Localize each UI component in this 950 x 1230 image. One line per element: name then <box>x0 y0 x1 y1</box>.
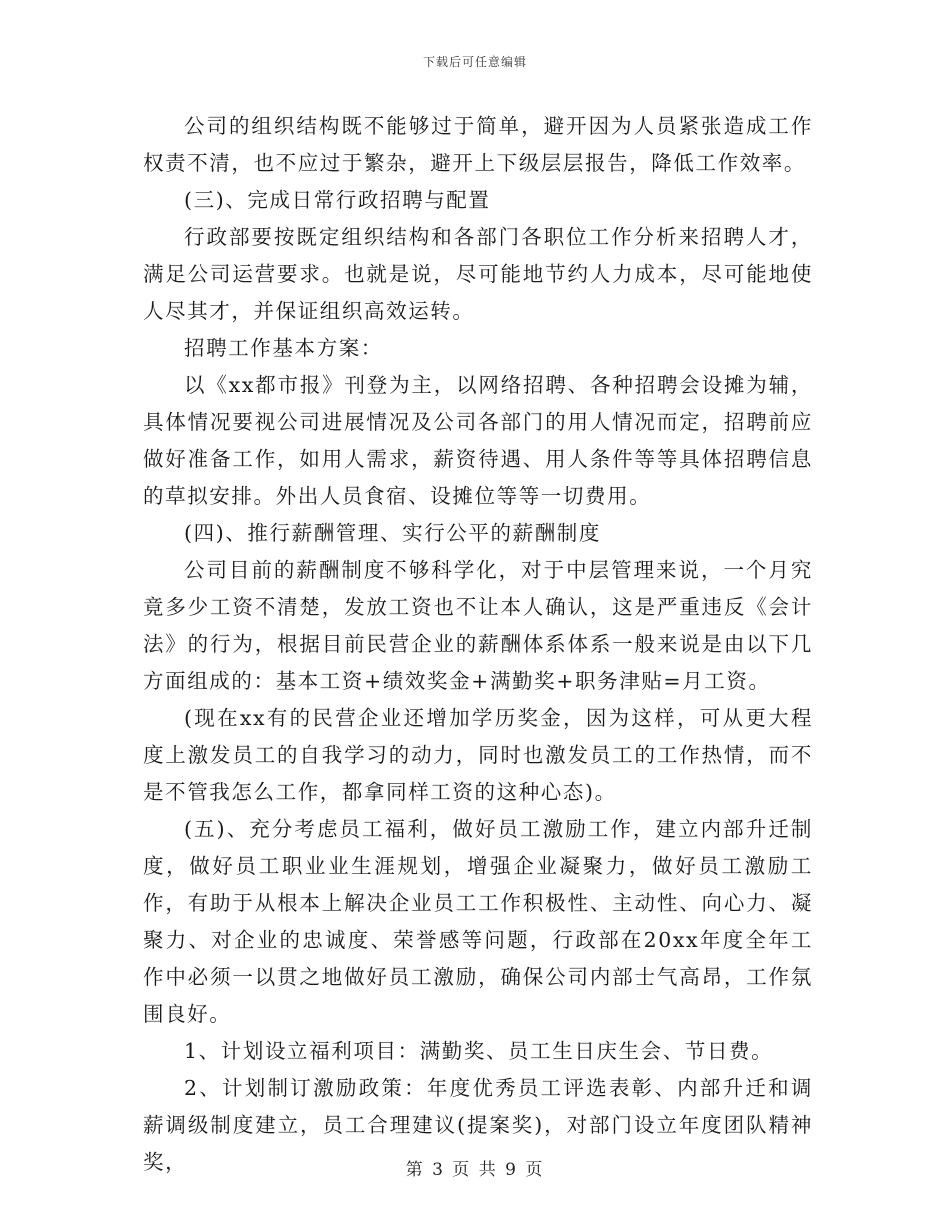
paragraph: (现在xx有的民营企业还增加学历奖金，因为这样，可从更大程度上激发员工的自我学习的动力，同时也激发员工的工作热情，而不是不管我怎么工作，都拿同样工资的这种心态)。 <box>143 706 813 804</box>
paragraph: 行政部要按既定组织结构和各部门各职位工作分析来招聘人才，满足公司运营要求。也就是说，尽可能地节约人力成本，尽可能地使人尽其才，并保证组织高效运转。 <box>143 225 813 323</box>
list-item: 2、计划制订激励政策：年度优秀员工评选表彰、内部升迁和调薪调级制度建立，员工合理建议(提案奖)，对部门设立年度团队精神奖， <box>143 1076 813 1174</box>
paragraph: 公司的组织结构既不能够过于简单，避开因为人员紧张造成工作权责不清，也不应过于繁杂，避开上下级层层报告，降低工作效率。 <box>143 114 813 175</box>
paragraph: 以《xx都市报》刊登为主，以网络招聘、各种招聘会设摊为辅，具体情况要视公司进展情况及公司各部门的用人情况而定，招聘前应做好准备工作，如用人需求，薪资待遇、用人条件等等具体招聘信息的草拟安排。外出人员食宿、设摊位等等一切费用。 <box>143 373 813 508</box>
page-footer: 第 3 页 共 9 页 <box>405 1160 545 1180</box>
paragraph: 公司目前的薪酬制度不够科学化，对于中层管理来说，一个月究竟多少工资不清楚，发放工资也不让本人确认，这是严重违反《会计法》的行为，根据目前民营企业的薪酬体系体系一般来说是由以下几方面组成的：基本工资+绩效奖金+满勤奖+职务津贴=月工资。 <box>143 558 813 693</box>
list-item: 1、计划设立福利项目：满勤奖、员工生日庆生会、节日费。 <box>184 1039 774 1063</box>
subheading: 招聘工作基本方案： <box>184 336 383 360</box>
paragraph: (五)、充分考虑员工福利，做好员工激励工作，建立内部升迁制度，做好员工职业业生涯规划，增强企业凝聚力，做好员工激励工作，有助于从根本上解决企业员工工作积极性、主动性、向心力、凝聚力、对企业的忠诚度、荣誉感等问题，行政部在20xx年度全年工作中必须一以贯之地做好员工激励，确保公司内部士气高昂，工作氛围良好。 <box>143 817 813 1026</box>
section-heading: (三)、完成日常行政招聘与配置 <box>184 188 491 212</box>
document-body <box>143 108 813 1181</box>
section-heading: (四)、推行薪酬管理、实行公平的薪酬制度 <box>184 521 601 545</box>
page-header: 下载后可任意编辑 <box>422 55 527 69</box>
